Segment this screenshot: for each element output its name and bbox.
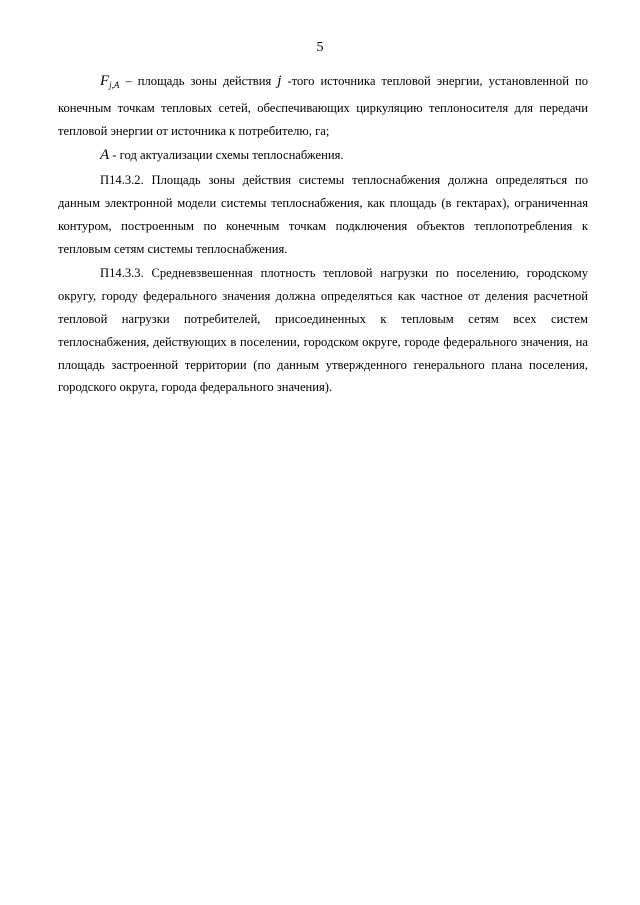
definition-f-ja [58, 70, 588, 142]
page-number: 5 [316, 40, 324, 55]
definition-text-part1: площадь зоны действия [137, 74, 278, 88]
paragraph-p14-3-3: П14.3.3. Средневзвешенная плотность тепловой нагрузки по поселению, городскому округу, городу федерального значения должна определяться как частное от деления расчетной тепловой нагрузки потребителей, присоединенных к тепловым сетям всех систем теплоснабжения, действующих в поселении, городском округе, городе федерального значения, на площадь застроенной территории (по данным утвержденного генерального плана поселения, городского округа, города федерального значения). [58, 266, 588, 395]
formula-symbol-a: A [100, 147, 110, 164]
formula-symbol-f: $F_{j,A}$ [100, 73, 120, 90]
document-body [58, 70, 588, 399]
formula-subscript-ja: j,A [109, 80, 120, 90]
definition-text-part2: -того источника тепловой энергии, установленной по конечным точкам тепловых сетей, обеспечивающих циркуляцию теплоносителя для передачи тепловой энергии от источника к потребителю, га; [58, 74, 588, 138]
formula-symbol-j: j [277, 73, 282, 89]
paragraph-p14-3-2: П14.3.2. Площадь зоны действия системы теплоснабжения должна определяться по данным электронной модели системы теплоснабжения, как площадь (в гектарах), ограниченная контуром, построенным по конечным точкам подключения объектов теплопотребления к тепловым сетям системы теплоснабжения. [58, 173, 588, 256]
definition-a-text: - год актуализации схемы теплоснабжения. [109, 148, 344, 163]
definition-a [58, 144, 588, 167]
definition-dash: – [119, 74, 138, 88]
